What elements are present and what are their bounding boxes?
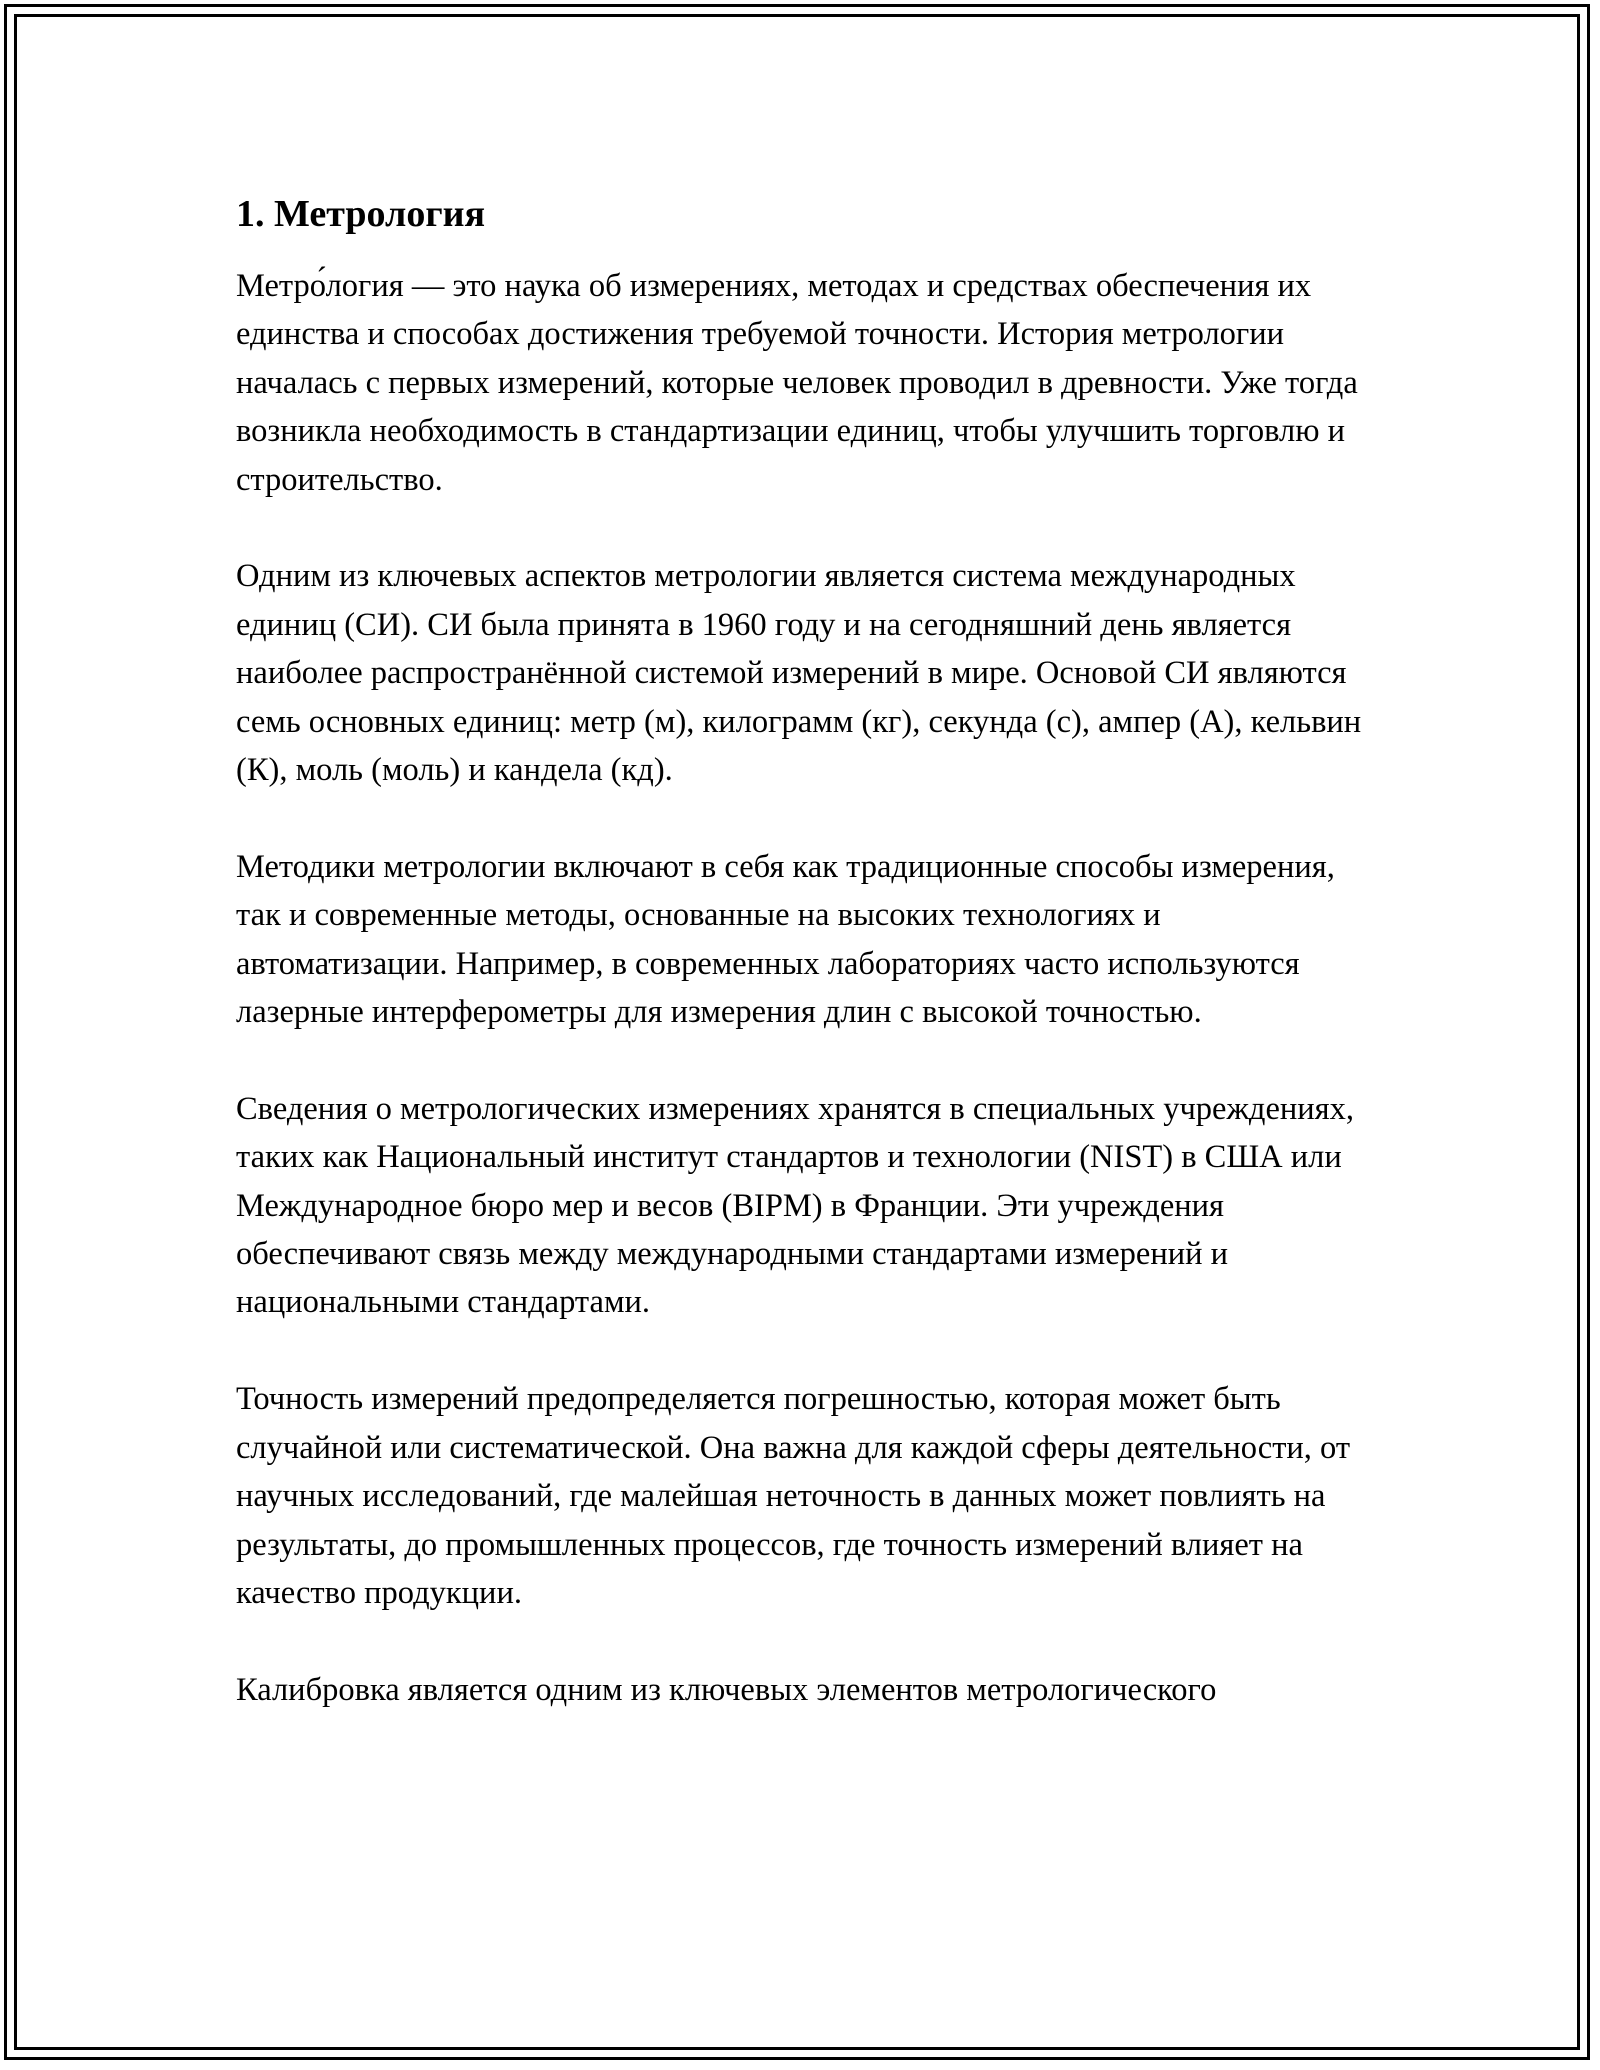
paragraph-accuracy: Точность измерений предопределяется погрешностью, которая может быть случайной или систематической. Она важна для каждой сферы деятельности, от научных исследований, где малейшая неточность в данных может повлиять на результаты, до промышленных процессов, где точность измерений влияет на качество продукции. bbox=[236, 1381, 1351, 1611]
paragraph-definition: Метро́логия — это наука об измерениях, методах и средствах обеспечения их единства и способах достижения требуемой точности. История метрологии началась с первых измерений, которые человек проводил в древности. Уже тогда возникла необходимость в стандартизации единиц, чтобы улучшить торговлю и строительство. bbox=[236, 268, 1358, 498]
paragraph-institutions: Сведения о метрологических измерениях хранятся в специальных учреждениях, таких как Национальный институт стандартов и технологии (NIST) в США или Международное бюро мер и весов (BIPM) в Франции. Эти учреждения обеспечивают связь между международными стандартами измерений и национальными стандартами. bbox=[236, 1090, 1354, 1321]
document-body bbox=[236, 186, 1366, 1714]
paragraph-methods: Методики метрологии включают в себя как традиционные способы измерения, так и современные методы, основанные на высоких технологиях и автоматизации. Например, в современных лабораториях часто используются лазерные интерферометры для измерения длин с высокой точностью. bbox=[236, 848, 1335, 1031]
paragraph-si-system: Одним из ключевых аспектов метрологии является система международных единиц (СИ). СИ была принята в 1960 году и на сегодняшний день является наиболее распространённой системой измерений в мире. Основой СИ являются семь основных единиц: метр (м), килограмм (кг), секунда (с), ампер (А), кельвин (К), моль (моль) и кандела (кд). bbox=[236, 558, 1362, 789]
section-heading: 1. Метрология bbox=[236, 193, 486, 235]
paragraph-calibration: Калибровка является одним из ключевых элементов метрологического bbox=[236, 1671, 1217, 1708]
